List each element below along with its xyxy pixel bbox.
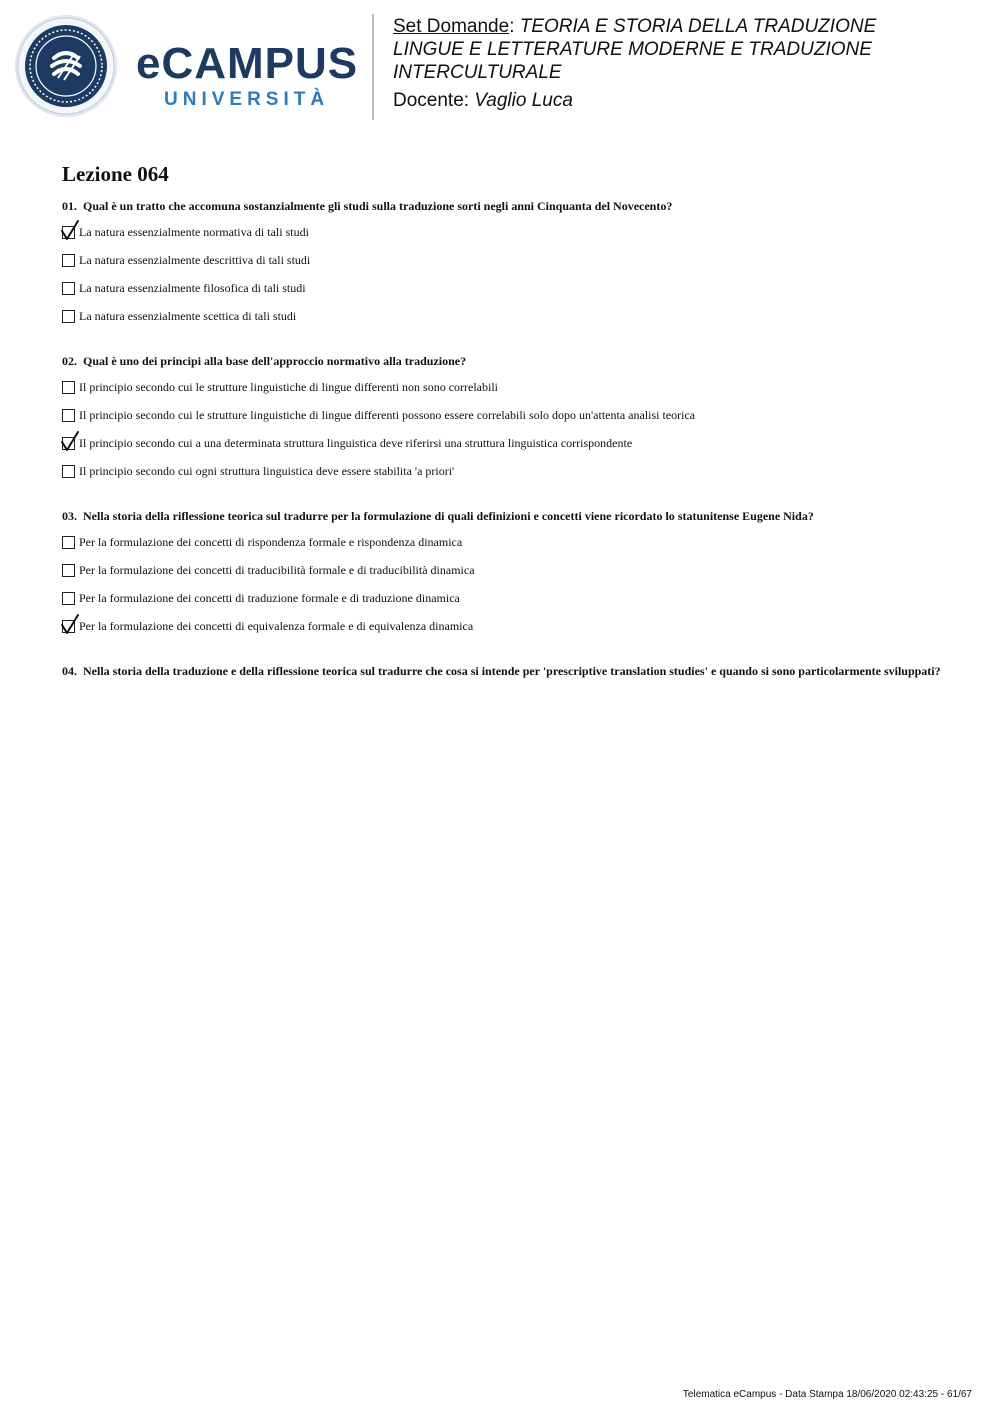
option-label: La natura essenzialmente normativa di tali studi <box>79 225 309 239</box>
checkbox[interactable] <box>62 620 75 633</box>
checkbox[interactable] <box>62 437 75 450</box>
set-separator: : <box>509 16 515 37</box>
docente-line <box>393 89 983 112</box>
page-header <box>0 0 1000 130</box>
ecampus-logo <box>14 14 359 118</box>
question-label: Nella storia della riflessione teorica sul tradurre per la formulazione di quali definizioni e concetti viene ricordato lo statunitense Eugene Nida? <box>83 509 814 523</box>
question-text <box>62 665 942 678</box>
option-label: Il principio secondo cui le strutture linguistiche di lingue differenti possono essere correlabili solo dopo un'attenta analisi teorica <box>79 408 696 422</box>
question-02 <box>62 355 942 492</box>
answer-option[interactable] <box>62 253 942 281</box>
docente-label: Docente: <box>393 90 470 111</box>
question-number: 02. <box>62 354 77 368</box>
question-label: Qual è un tratto che accomuna sostanzialmente gli studi sulla traduzione sorti negli anni Cinquanta del Novecento? <box>83 199 673 213</box>
answer-option[interactable] <box>62 281 942 309</box>
question-text <box>62 355 942 368</box>
option-label: Per la formulazione dei concetti di traducibilità formale e di traducibilità dinamica <box>79 563 475 577</box>
quiz-content <box>62 160 942 696</box>
answer-option[interactable] <box>62 436 942 464</box>
option-label: La natura essenzialmente descrittiva di tali studi <box>79 253 311 267</box>
answer-option[interactable] <box>62 380 942 408</box>
checkbox[interactable] <box>62 409 75 422</box>
answer-option[interactable] <box>62 225 942 253</box>
set-label: Set Domande <box>393 16 510 37</box>
question-03 <box>62 510 942 647</box>
logo-subtitle: UNIVERSITÀ <box>164 89 330 110</box>
logo-wordmark: eCAMPUS <box>136 39 359 88</box>
checkbox[interactable] <box>62 254 75 267</box>
answer-option[interactable] <box>62 591 942 619</box>
university-seal-icon <box>14 14 118 118</box>
checkmark-icon <box>60 613 80 635</box>
checkbox[interactable] <box>62 226 75 239</box>
question-text <box>62 510 942 523</box>
option-label: La natura essenzialmente filosofica di tali studi <box>79 281 306 295</box>
checkbox[interactable] <box>62 536 75 549</box>
checkbox[interactable] <box>62 564 75 577</box>
answer-option[interactable] <box>62 535 942 563</box>
option-label: Il principio secondo cui ogni struttura linguistica deve essere stabilita 'a priori' <box>79 464 455 478</box>
question-04 <box>62 665 942 678</box>
checkmark-icon <box>60 430 80 452</box>
checkbox[interactable] <box>62 282 75 295</box>
header-divider <box>372 14 374 120</box>
header-info <box>393 15 983 112</box>
option-label: La natura essenzialmente scettica di tali studi <box>79 309 297 323</box>
checkmark-icon <box>60 219 80 241</box>
checkbox[interactable] <box>62 592 75 605</box>
question-text <box>62 200 942 213</box>
option-label: Per la formulazione dei concetti di equivalenza formale e di equivalenza dinamica <box>79 619 474 633</box>
program-line-2: INTERCULTURALE <box>393 62 562 83</box>
question-label: Nella storia della traduzione e della riflessione teorica sul tradurre che cosa si intende per 'prescriptive translation studies' e quando si sono particolarmente sviluppati? <box>83 664 941 678</box>
lesson-title: Lezione 064 <box>62 162 169 186</box>
question-number: 01. <box>62 199 77 213</box>
option-label: Il principio secondo cui le strutture linguistiche di lingue differenti non sono correlabili <box>79 380 499 394</box>
page-footer: Telematica eCampus - Data Stampa 18/06/2020 02:43:25 - 61/67 <box>682 1389 972 1400</box>
answer-option[interactable] <box>62 619 942 647</box>
question-01 <box>62 200 942 337</box>
answer-option[interactable] <box>62 408 942 436</box>
answer-option[interactable] <box>62 464 942 492</box>
course-title: TEORIA E STORIA DELLA TRADUZIONE <box>519 16 877 37</box>
docente-name: Vaglio Luca <box>474 90 573 111</box>
course-line <box>393 15 983 38</box>
question-number: 04. <box>62 664 77 678</box>
option-label: Per la formulazione dei concetti di traduzione formale e di traduzione dinamica <box>79 591 460 605</box>
answer-option[interactable] <box>62 309 942 337</box>
question-label: Qual è uno dei principi alla base dell'approccio normativo alla traduzione? <box>83 354 467 368</box>
answer-option[interactable] <box>62 563 942 591</box>
question-number: 03. <box>62 509 77 523</box>
option-label: Per la formulazione dei concetti di rispondenza formale e rispondenza dinamica <box>79 535 463 549</box>
option-label: Il principio secondo cui a una determinata struttura linguistica deve riferirsi una struttura linguistica corrispondente <box>79 436 633 450</box>
checkbox[interactable] <box>62 381 75 394</box>
program-line-1: LINGUE E LETTERATURE MODERNE E TRADUZIONE <box>393 39 872 60</box>
checkbox[interactable] <box>62 310 75 323</box>
checkbox[interactable] <box>62 465 75 478</box>
